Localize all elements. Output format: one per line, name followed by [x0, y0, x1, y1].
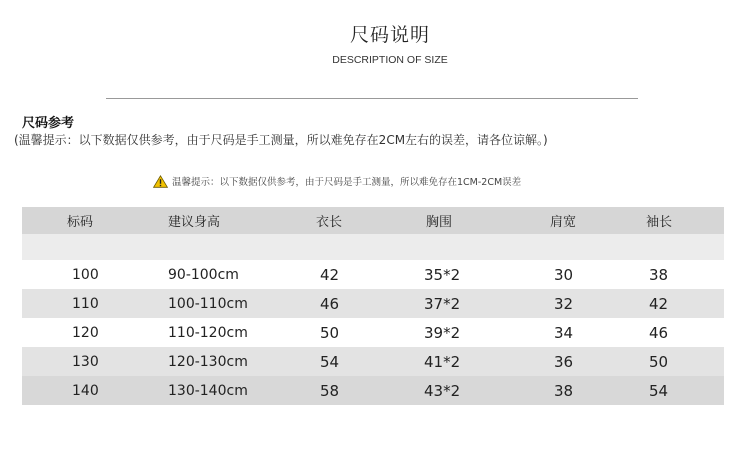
- chest-cell: 39*2: [424, 323, 461, 342]
- sleeve-cell: 50: [649, 352, 669, 371]
- length-cell: 58: [320, 381, 340, 400]
- page-title: 尺码说明: [349, 24, 430, 46]
- table-header-row: [22, 207, 724, 234]
- length-cell: 42: [320, 265, 340, 284]
- sleeve-cell: 42: [649, 294, 669, 313]
- size-cell: 100: [72, 266, 99, 283]
- page-subtitle: DESCRIPTION OF SIZE: [332, 54, 448, 66]
- shoulder-cell: 30: [554, 265, 574, 284]
- size-cell: 110: [72, 295, 99, 312]
- table-row: [22, 318, 724, 347]
- divider: [106, 98, 638, 99]
- table-row: [22, 347, 724, 376]
- chest-cell: 37*2: [424, 294, 461, 313]
- size-table: [22, 207, 724, 405]
- shoulder-cell: 34: [554, 323, 574, 342]
- height-cell: 110-120cm: [168, 324, 248, 341]
- length-cell: 54: [320, 352, 340, 371]
- length-cell: 46: [320, 294, 340, 313]
- height-cell: 130-140cm: [168, 382, 248, 399]
- chest-cell: 41*2: [424, 352, 461, 371]
- shoulder-cell: 32: [554, 294, 574, 313]
- shoulder-cell: 36: [554, 352, 574, 371]
- header-cell: 衣长: [316, 215, 343, 230]
- table-row: [22, 260, 724, 289]
- chest-cell: 43*2: [424, 381, 461, 400]
- size-cell: 120: [72, 324, 99, 341]
- header-cell: 胸围: [426, 215, 453, 230]
- warning-triangle-icon: [153, 175, 168, 188]
- header-cell: 肩宽: [550, 215, 577, 230]
- disclaimer-text: (温馨提示：以下数据仅供参考，由于尺码是手工测量，所以难免存在2CM左右的误差，请各位谅解。): [14, 133, 548, 147]
- header-cell: 建议身高: [168, 215, 221, 230]
- section-heading: 尺码参考: [22, 116, 75, 131]
- sleeve-cell: 54: [649, 381, 669, 400]
- table-spacer-row: [22, 234, 724, 260]
- height-cell: 120-130cm: [168, 353, 248, 370]
- sleeve-cell: 38: [649, 265, 669, 284]
- warning-note: [153, 174, 521, 188]
- header-cell: 袖长: [646, 215, 673, 230]
- height-cell: 90-100cm: [168, 266, 239, 283]
- warning-text: 温馨提示：以下数据仅供参考，由于尺码是手工测量，所以难免存在1CM-2CM误差: [172, 177, 522, 188]
- header-cell: 标码: [67, 215, 94, 230]
- size-cell: 130: [72, 353, 99, 370]
- shoulder-cell: 38: [554, 381, 574, 400]
- table-row: [22, 289, 724, 318]
- table-row: [22, 376, 724, 405]
- size-cell: 140: [72, 382, 99, 399]
- height-cell: 100-110cm: [168, 295, 248, 312]
- length-cell: 50: [320, 323, 340, 342]
- sleeve-cell: 46: [649, 323, 669, 342]
- chest-cell: 35*2: [424, 265, 461, 284]
